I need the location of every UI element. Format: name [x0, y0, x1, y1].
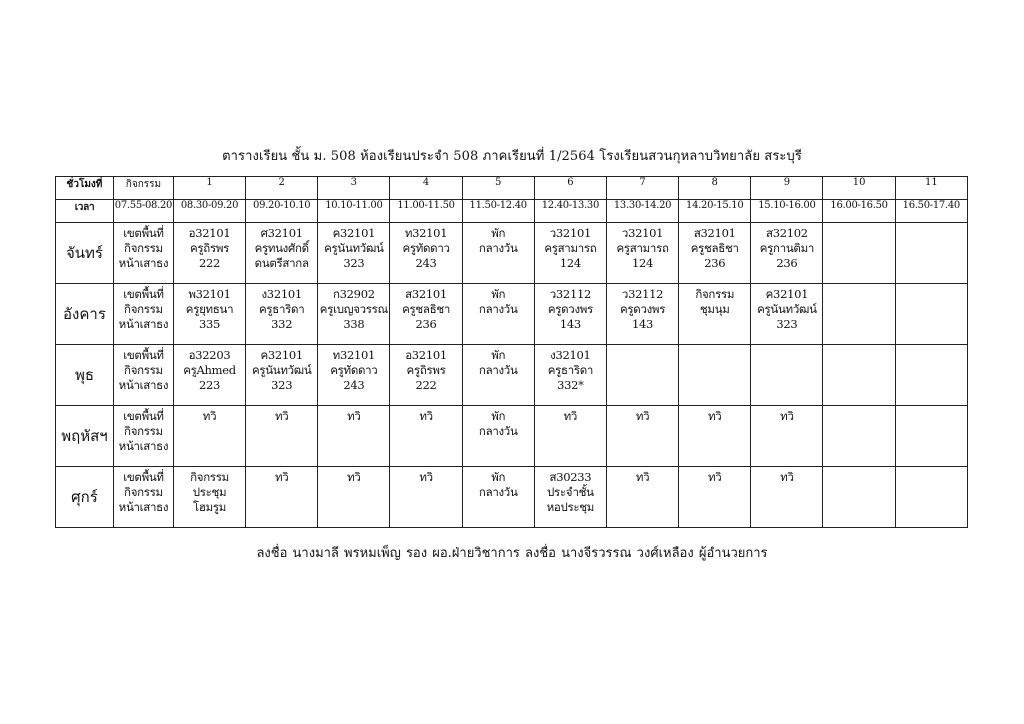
cell-line: ประจำชั้น	[547, 485, 594, 499]
period-number: 4	[390, 177, 462, 200]
cell-line: พัก	[491, 470, 506, 484]
time-slot: 11.00-11.50	[390, 200, 462, 223]
class-cell	[173, 284, 245, 345]
class-cell	[318, 467, 390, 528]
cell-line: ว32101	[621, 226, 664, 240]
activity-cell	[113, 467, 173, 528]
cell-line: กิจกรรม	[695, 287, 735, 301]
cell-line: ครูสามารถ	[616, 241, 669, 255]
cell-line: 332*	[557, 378, 584, 392]
period-number: 1	[173, 177, 245, 200]
cell-line: ครูชลธิชา	[690, 241, 739, 255]
cell-line: กลางวัน	[478, 485, 518, 499]
cell-line: หน้าเสาธง	[118, 256, 169, 270]
class-cell	[246, 467, 318, 528]
period-number: 2	[246, 177, 318, 200]
cell-line: เขตพื้นที่	[123, 226, 164, 240]
class-cell	[606, 406, 678, 467]
cell-line: ทวิ	[708, 409, 722, 423]
period-number: 3	[318, 177, 390, 200]
cell-line: ว32112	[621, 287, 664, 301]
cell-line: 124	[559, 256, 581, 270]
signature-line: ลงชื่อ นางมาลี พรหมเพ็ญ รอง ผอ.ฝ่ายวิชาการ ลงชื่อ นางจีรวรรณ วงศ์เหลือง ผู้อำนวยการ	[256, 546, 768, 561]
cell-line: พัก	[491, 348, 506, 362]
cell-line: หน้าเสาธง	[118, 378, 169, 392]
cell-line: ค32101	[765, 287, 809, 301]
cell-line: พัก	[491, 226, 506, 240]
period-number: 5	[462, 177, 534, 200]
class-cell	[895, 467, 967, 528]
period-number: 8	[679, 177, 751, 200]
class-cell	[679, 223, 751, 284]
time-slot: 15.10-16.00	[751, 200, 823, 223]
cell-line: 243	[415, 256, 437, 270]
cell-line: ครูกานติมา	[759, 241, 815, 255]
cell-line: ง32101	[550, 348, 591, 362]
cell-line: ทวิ	[347, 470, 361, 484]
cell-line: 323	[271, 378, 293, 392]
class-cell	[823, 223, 895, 284]
cell-line: 323	[776, 317, 798, 331]
cell-line: 223	[198, 378, 221, 392]
class-cell	[173, 345, 245, 406]
class-cell	[679, 345, 751, 406]
cell-line: ท32101	[404, 226, 448, 240]
cell-line: เขตพื้นที่	[123, 409, 164, 423]
cell-line: 143	[632, 317, 654, 331]
class-cell	[390, 284, 462, 345]
cell-line: ทวิ	[347, 409, 361, 423]
class-cell	[751, 345, 823, 406]
cell-line: 332	[271, 317, 293, 331]
cell-line: กลางวัน	[478, 424, 518, 438]
cell-line: ส32102	[765, 226, 808, 240]
cell-line: กิจกรรม	[124, 241, 163, 255]
cell-line: ทวิ	[274, 409, 289, 423]
cell-line: ครูสามารถ	[544, 241, 597, 255]
cell-line: ครูธาริดา	[259, 302, 305, 316]
class-cell	[679, 467, 751, 528]
cell-line: 236	[704, 256, 726, 270]
class-cell	[246, 406, 318, 467]
class-cell	[534, 345, 606, 406]
class-cell	[390, 345, 462, 406]
class-cell	[751, 467, 823, 528]
cell-line: ศ32101	[260, 226, 303, 240]
class-cell	[462, 406, 534, 467]
time-slot: 07.55-08.20	[113, 200, 173, 223]
cell-line: ครูทัดดาว	[402, 241, 450, 255]
cell-line: เขตพื้นที่	[123, 470, 164, 484]
class-cell	[462, 345, 534, 406]
class-cell	[823, 284, 895, 345]
class-cell	[895, 406, 967, 467]
cell-line: 143	[559, 317, 581, 331]
cell-line: กลางวัน	[478, 241, 518, 255]
cell-line: พ32101	[188, 287, 231, 301]
class-cell	[246, 284, 318, 345]
cell-line: กิจกรรม	[190, 470, 229, 484]
period-label: ชั่วโมงที่	[56, 177, 114, 200]
class-cell	[246, 223, 318, 284]
class-cell	[679, 284, 751, 345]
cell-line: ครูทนงศักดิ์	[254, 241, 309, 255]
period-header-row	[56, 177, 968, 200]
cell-line: ครูยุทธนา	[185, 302, 234, 316]
cell-line: ทวิ	[635, 409, 650, 423]
cell-line: ก32902	[332, 287, 375, 301]
cell-line: ทวิ	[419, 470, 433, 484]
cell-line: 236	[776, 256, 798, 270]
activity-cell	[113, 345, 173, 406]
period-number: 9	[751, 177, 823, 200]
cell-line: ครูนันทวัฒน์	[251, 363, 312, 377]
cell-line: ทวิ	[419, 409, 433, 423]
day-row	[56, 284, 968, 345]
timetable-title: ตารางเรียน ชั้น ม. 508 ห้องเรียนประจำ 508 ภาคเรียนที่ 1/2564 โรงเรียนสวนกุหลาบวิทยาลัย สระบุรี	[222, 149, 802, 164]
cell-line: กิจกรรม	[124, 302, 163, 316]
cell-line: ทวิ	[635, 470, 650, 484]
class-cell	[318, 406, 390, 467]
cell-line: กลางวัน	[478, 302, 518, 316]
activity-label: กิจกรรม	[113, 177, 173, 200]
cell-line: อ32101	[188, 226, 231, 240]
class-cell	[462, 223, 534, 284]
time-slot: 16.00-16.50	[823, 200, 895, 223]
class-cell	[751, 284, 823, 345]
cell-line: เขตพื้นที่	[123, 287, 164, 301]
class-cell	[390, 467, 462, 528]
cell-line: ว32112	[549, 287, 591, 301]
cell-line: หอประชุม	[546, 500, 595, 514]
cell-line: เขตพื้นที่	[123, 348, 164, 362]
cell-line: ครูถิรพร	[190, 241, 229, 255]
cell-line: ครูถิรพร	[406, 363, 446, 377]
day-row	[56, 223, 968, 284]
time-slot: 09.20-10.10	[246, 200, 318, 223]
class-cell	[534, 467, 606, 528]
class-cell	[534, 223, 606, 284]
class-cell	[679, 406, 751, 467]
cell-line: ง32101	[261, 287, 302, 301]
cell-line: ทวิ	[780, 409, 794, 423]
class-cell	[173, 467, 245, 528]
class-cell	[606, 345, 678, 406]
day-row	[56, 467, 968, 528]
class-cell	[606, 223, 678, 284]
cell-line: 222	[415, 378, 437, 392]
cell-line: ทวิ	[780, 470, 794, 484]
period-number: 7	[606, 177, 678, 200]
cell-line: ทวิ	[274, 470, 289, 484]
class-cell	[534, 284, 606, 345]
cell-line: ครูเบญจวรรณ	[319, 302, 388, 316]
cell-line: ชุมนุม	[699, 302, 730, 316]
class-cell	[318, 223, 390, 284]
cell-line: 243	[343, 378, 365, 392]
time-slot: 13.30-14.20	[606, 200, 678, 223]
activity-cell	[113, 406, 173, 467]
cell-line: พัก	[491, 409, 506, 423]
cell-line: 222	[198, 256, 221, 270]
day-name: พฤหัสฯ	[56, 406, 114, 467]
cell-line: กิจกรรม	[124, 485, 163, 499]
period-number: 10	[823, 177, 895, 200]
cell-line: ค32101	[332, 226, 376, 240]
cell-line: ประชุม	[192, 485, 227, 499]
time-slot: 10.10-11.00	[318, 200, 390, 223]
day-name: อังคาร	[56, 284, 114, 345]
class-cell	[823, 345, 895, 406]
class-cell	[823, 467, 895, 528]
time-label: เวลา	[56, 200, 114, 223]
time-slot: 16.50-17.40	[895, 200, 967, 223]
cell-line: 323	[343, 256, 365, 270]
cell-line: ดนตรีสากล	[254, 256, 309, 270]
class-cell	[390, 406, 462, 467]
cell-line: ครูชลธิชา	[402, 302, 450, 316]
cell-line: อ32203	[188, 348, 231, 362]
cell-line: หน้าเสาธง	[118, 500, 169, 514]
cell-line: หน้าเสาธง	[118, 317, 169, 331]
cell-line: ส30233	[549, 470, 592, 484]
period-number: 6	[534, 177, 606, 200]
cell-line: 124	[632, 256, 654, 270]
cell-line: ครูAhmed	[183, 363, 236, 377]
time-slot: 08.30-09.20	[173, 200, 245, 223]
cell-line: ทวิ	[563, 409, 578, 423]
cell-line: ค32101	[260, 348, 303, 362]
cell-line: ครูดวงพร	[547, 302, 593, 316]
class-cell	[462, 467, 534, 528]
cell-line: ส32101	[693, 226, 736, 240]
time-slot: 14.20-15.10	[679, 200, 751, 223]
time-row	[56, 200, 968, 223]
class-cell	[246, 345, 318, 406]
activity-cell	[113, 284, 173, 345]
cell-line: หน้าเสาธง	[118, 439, 169, 453]
period-number: 11	[895, 177, 967, 200]
day-name: ศุกร์	[56, 467, 114, 528]
class-cell	[606, 467, 678, 528]
time-slot: 11.50-12.40	[462, 200, 534, 223]
class-cell	[390, 223, 462, 284]
class-cell	[895, 223, 967, 284]
class-cell	[462, 284, 534, 345]
cell-line: โฮมรูม	[193, 500, 227, 514]
cell-line: 338	[343, 317, 365, 331]
day-row	[56, 345, 968, 406]
class-cell	[751, 223, 823, 284]
cell-line: 335	[198, 317, 221, 331]
cell-line: 236	[415, 317, 437, 331]
class-cell	[895, 345, 967, 406]
cell-line: กิจกรรม	[124, 363, 163, 377]
cell-line: กิจกรรม	[124, 424, 163, 438]
day-row	[56, 406, 968, 467]
cell-line: ทวิ	[708, 470, 722, 484]
class-cell	[895, 284, 967, 345]
timetable	[55, 176, 968, 528]
class-cell	[606, 284, 678, 345]
time-slot: 12.40-13.30	[534, 200, 606, 223]
activity-cell	[113, 223, 173, 284]
day-name: จันทร์	[56, 223, 114, 284]
cell-line: อ32101	[405, 348, 447, 362]
cell-line: ครูนันทวัฒน์	[757, 302, 817, 316]
class-cell	[823, 406, 895, 467]
cell-line: กลางวัน	[478, 363, 518, 377]
cell-line: ทวิ	[202, 409, 217, 423]
day-name: พุธ	[56, 345, 114, 406]
class-cell	[751, 406, 823, 467]
class-cell	[173, 223, 245, 284]
cell-line: ครูดวงพร	[620, 302, 666, 316]
cell-line: ครูธาริดา	[547, 363, 594, 377]
cell-line: ครูนันทวัฒน์	[324, 241, 384, 255]
class-cell	[173, 406, 245, 467]
cell-line: ว32101	[549, 226, 591, 240]
cell-line: ท32101	[332, 348, 376, 362]
class-cell	[318, 284, 390, 345]
class-cell	[318, 345, 390, 406]
cell-line: ครูทัดดาว	[330, 363, 378, 377]
cell-line: พัก	[491, 287, 506, 301]
class-cell	[534, 406, 606, 467]
cell-line: ส32101	[405, 287, 447, 301]
